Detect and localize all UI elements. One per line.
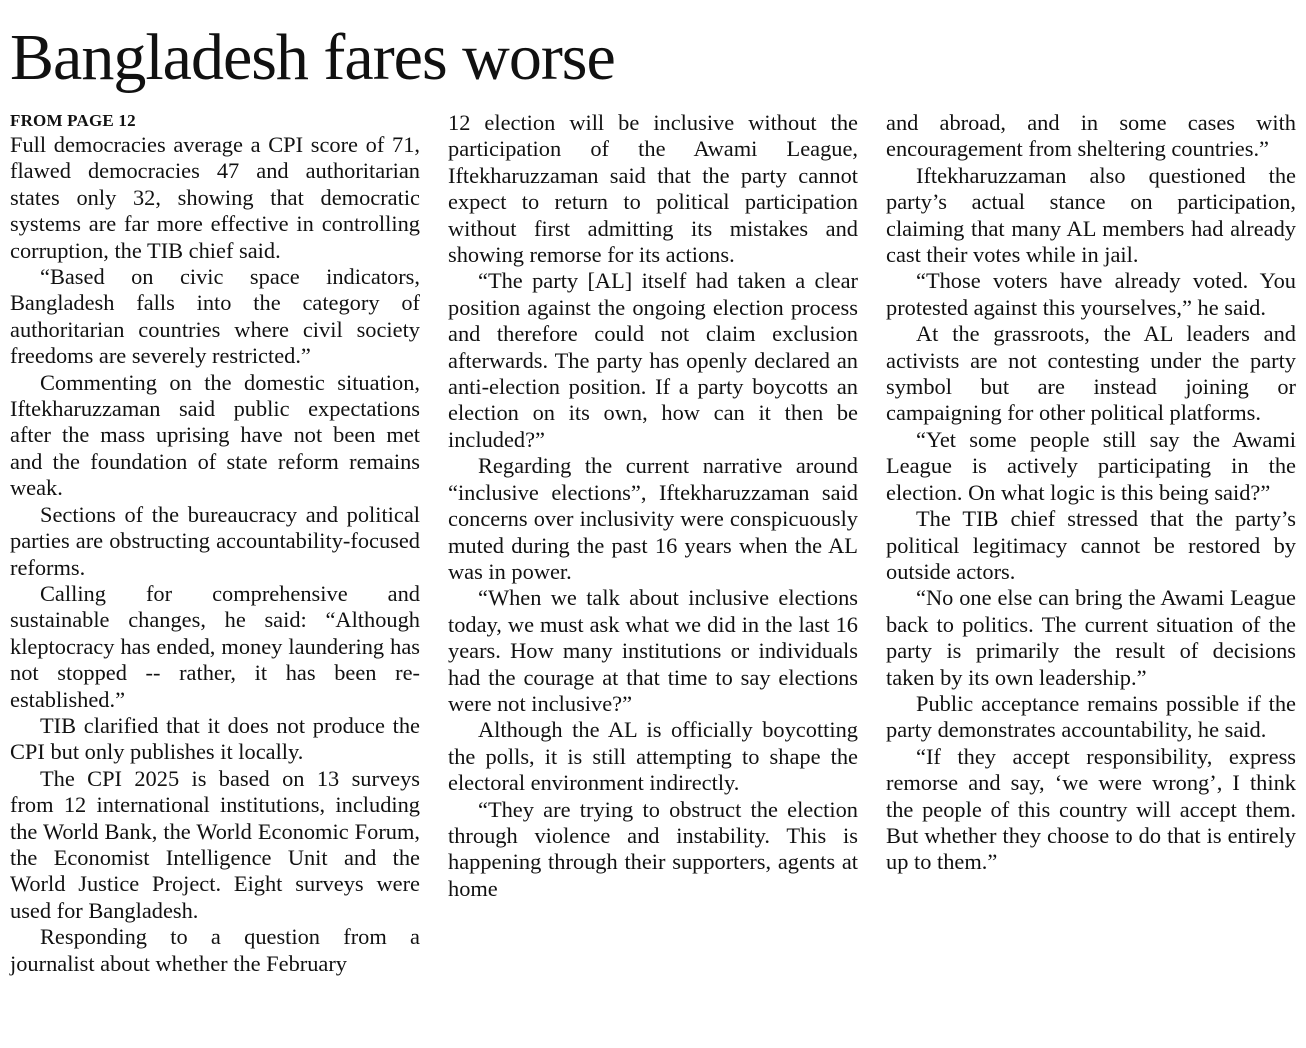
paragraph: “If they accept responsibility, express remorse and say, ‘we were wrong’, I think the people of this country will accept them. But whether they choose to do that is entirely up to them.” bbox=[886, 743, 1296, 875]
paragraph: “Based on civic space indicators, Bangladesh falls into the category of authoritarian countries where civil society freedoms are severely restricted.” bbox=[10, 264, 420, 369]
paragraph: The CPI 2025 is based on 13 surveys from 12 international institutions, including the World Bank, the World Economic Forum, the Economist Intelligence Unit and the World Justice Project. Eight surveys were used for Bangladesh. bbox=[10, 765, 420, 923]
paragraph: TIB clarified that it does not produce the CPI but only publishes it locally. bbox=[10, 712, 420, 765]
paragraph: The TIB chief stressed that the party’s political legitimacy cannot be restored by outside actors. bbox=[886, 506, 1296, 584]
paragraph: Iftekharuzzaman also questioned the party’s actual stance on participation, claiming that many AL members had already cast their votes while in jail. bbox=[886, 162, 1296, 268]
paragraph: Public acceptance remains possible if the party demonstrates accountability, he said. bbox=[886, 690, 1296, 743]
paragraph: Responding to a question from a journalist about whether the February bbox=[10, 924, 420, 976]
paragraph: Full democracies average a CPI score of 71, flawed democracies 47 and authoritarian states only 32, showing that democratic systems are far more effective in controlling corruption, the TIB chief said. bbox=[10, 132, 420, 263]
paragraph: 12 election will be inclusive without the participation of the Awami League, Iftekharuzzaman said that the party cannot expect to return to political participation without first admitting its mistakes and showing remorse for its actions. bbox=[448, 110, 858, 268]
article-column-3 bbox=[886, 110, 1296, 876]
paragraph: Regarding the current narrative around “inclusive elections”, Iftekharuzzaman said concerns over inclusivity were conspicuously muted during the past 16 years when the AL was in power. bbox=[448, 453, 858, 584]
paragraph: “No one else can bring the Awami League back to politics. The current situation of the party is primarily the result of decisions taken by its own leadership.” bbox=[886, 585, 1296, 690]
paragraph: “Yet some people still say the Awami League is actively participating in the election. On what logic is this being said?” bbox=[886, 426, 1296, 505]
paragraph: At the grassroots, the AL leaders and activists are not contesting under the party symbol but are instead joining or campaigning for other political platforms. bbox=[886, 321, 1296, 426]
paragraph: Commenting on the domestic situation, Iftekharuzzaman said public expectations after the mass uprising have not been met and the foundation of state reform remains weak. bbox=[10, 369, 420, 501]
kicker: FROM PAGE 12 bbox=[10, 111, 136, 130]
article-column-1 bbox=[10, 110, 420, 977]
paragraph: “The party [AL] itself had taken a clear position against the ongoing election process and therefore could not claim exclusion afterwards. The party has openly declared an anti-election position. If a party boycotts an election on its own, how can it then be included?” bbox=[448, 268, 858, 452]
paragraph: Although the AL is officially boycotting the polls, it is still attempting to shape the electoral environment indirectly. bbox=[448, 717, 858, 796]
article-column-2 bbox=[448, 110, 858, 902]
paragraph: “When we talk about inclusive elections today, we must ask what we did in the last 16 years. How many institutions or individuals had the courage at that time to say elections were not inclusive?” bbox=[448, 585, 858, 716]
headline: Bangladesh fares worse bbox=[10, 21, 615, 94]
paragraph: Sections of the bureaucracy and political parties are obstructing accountability-focused reforms. bbox=[10, 501, 420, 580]
paragraph: “They are trying to obstruct the election through violence and instability. This is happening through their supporters, agents at home bbox=[448, 796, 858, 901]
paragraph: “Those voters have already voted. You protested against this yourselves,” he said. bbox=[886, 268, 1296, 320]
paragraph: and abroad, and in some cases with encouragement from sheltering countries.” bbox=[886, 110, 1296, 162]
paragraph: Calling for comprehensive and sustainable changes, he said: “Although kleptocracy has ended, money laundering has not stopped -- rather, it has been re-established.” bbox=[10, 580, 420, 712]
